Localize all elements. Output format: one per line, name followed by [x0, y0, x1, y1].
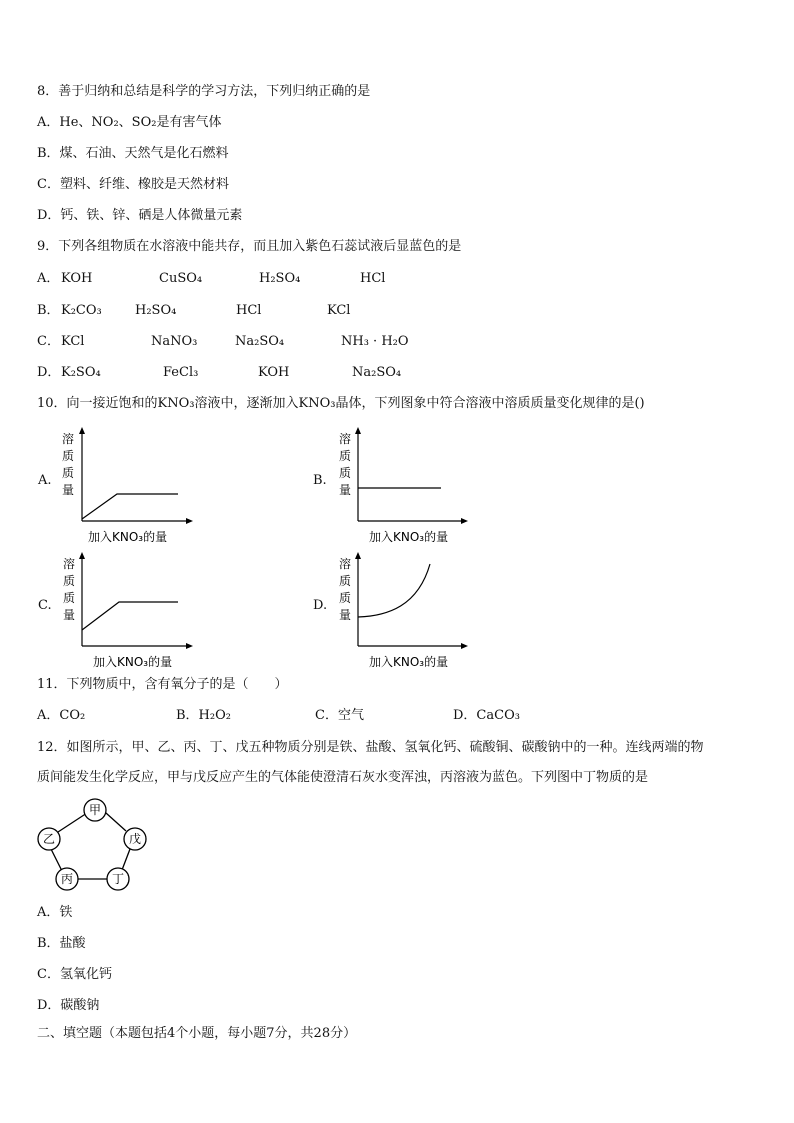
y-label-char: 质 — [63, 574, 76, 588]
y-label-char: 质 — [339, 449, 352, 463]
q12-option-c: C．氢氧化钙 — [37, 967, 112, 982]
q12-stem-line2: 质间能发生化学反应，甲与戊反应产生的气体能使澄清石灰水变浑浊，丙溶液为蓝色。下列图中丁物质的是 — [37, 770, 649, 785]
formula: Na₂SO₄ — [352, 365, 402, 380]
graph-a — [55, 425, 215, 550]
q9-row-a — [37, 271, 777, 287]
q8-option-d: D．钙、铁、锌、硒是人体微量元素 — [37, 208, 243, 223]
graph-d-letter: D. — [313, 598, 328, 613]
y-label-char: 量 — [339, 483, 352, 497]
y-label-char: 量 — [63, 608, 76, 622]
y-label-char: 溶 — [339, 557, 352, 571]
section-heading: 二、填空题（本题包括4个小题，每小题7分，共28分） — [37, 1026, 357, 1041]
formula: CuSO₄ — [159, 271, 203, 286]
formula: FeCl₃ — [163, 365, 199, 380]
node-label: 甲 — [88, 803, 102, 817]
curve — [358, 564, 430, 617]
formula: NaNO₃ — [151, 334, 198, 349]
formula: HCl — [360, 271, 386, 286]
node-label: 戊 — [128, 832, 142, 846]
x-label: 加入KNO₃的量 — [369, 655, 449, 669]
node-label: 丙 — [60, 872, 74, 886]
formula: NH₃ · H₂O — [341, 334, 409, 349]
q11-option-b: B．H₂O₂ — [176, 708, 231, 723]
q9-row-b — [37, 303, 777, 319]
node-label: 乙 — [42, 832, 56, 846]
y-label-char: 质 — [339, 466, 352, 480]
graph-d — [330, 550, 490, 675]
q12-option-b: B．盐酸 — [37, 936, 86, 951]
graph-b — [330, 425, 490, 550]
formula: H₂SO₄ — [259, 271, 301, 286]
q9-row-d — [37, 365, 777, 381]
q12-option-a: A．铁 — [37, 905, 73, 920]
q9-row-c — [37, 334, 777, 350]
option-letter: A． — [37, 271, 60, 286]
q11-option-a: A．CO₂ — [37, 708, 86, 723]
y-label-char: 溶 — [62, 432, 75, 446]
q8-option-c: C．塑料、纤维、橡胶是天然材料 — [37, 177, 229, 192]
x-label: 加入KNO₃的量 — [88, 530, 168, 544]
q9-stem: 9．下列各组物质在水溶液中能共存，而且加入紫色石蕊试液后显蓝色的是 — [37, 239, 462, 254]
q11-stem: 11．下列物质中，含有氧分子的是（ ） — [37, 677, 288, 692]
y-label-char: 溶 — [63, 557, 76, 571]
option-letter: B． — [37, 303, 60, 318]
q8-option-a: A．He、NO₂、SO₂是有害气体 — [37, 115, 222, 130]
option-letter: C． — [37, 334, 60, 349]
curve — [82, 494, 178, 519]
x-label: 加入KNO₃的量 — [369, 530, 449, 544]
formula: KOH — [61, 271, 93, 286]
formula: K₂SO₄ — [61, 365, 101, 380]
formula: KOH — [258, 365, 290, 380]
formula: KCl — [327, 303, 351, 318]
q11-option-d: D．CaCO₃ — [453, 708, 520, 723]
y-label-char: 质 — [339, 591, 352, 605]
graph-a-letter: A. — [38, 473, 52, 488]
curve — [82, 602, 178, 630]
q11-option-c: C．空气 — [315, 708, 364, 723]
q12-option-d: D．碳酸钠 — [37, 998, 100, 1013]
formula: H₂SO₄ — [135, 303, 177, 318]
formula: KCl — [61, 334, 85, 349]
y-label-char: 质 — [62, 466, 75, 480]
y-label-char: 质 — [339, 574, 352, 588]
pentagon-diagram — [30, 798, 160, 898]
q12-stem-line1: 12．如图所示，甲、乙、丙、丁、戊五种物质分别是铁、盐酸、氢氧化钙、硫酸铜、碳酸钠中的一种。连线两端的物 — [37, 740, 704, 755]
formula: Na₂SO₄ — [235, 334, 285, 349]
option-letter: D． — [37, 365, 61, 380]
graph-c-letter: C. — [38, 598, 52, 613]
formula: K₂CO₃ — [61, 303, 102, 318]
y-label-char: 质 — [62, 449, 75, 463]
q8-stem: 8．善于归纳和总结是科学的学习方法，下列归纳正确的是 — [37, 84, 371, 99]
graph-b-letter: B. — [313, 473, 327, 488]
y-label-char: 量 — [62, 483, 75, 497]
y-label-char: 溶 — [339, 432, 352, 446]
graph-c — [55, 550, 215, 675]
formula: HCl — [236, 303, 262, 318]
node-label: 丁 — [111, 872, 125, 886]
y-label-char: 质 — [63, 591, 76, 605]
y-label-char: 量 — [339, 608, 352, 622]
q10-stem: 10．向一接近饱和的KNO₃溶液中，逐渐加入KNO₃晶体，下列图象中符合溶液中溶质质量变化规律的是() — [37, 396, 645, 411]
q8-option-b: B．煤、石油、天然气是化石燃料 — [37, 146, 229, 161]
x-label: 加入KNO₃的量 — [93, 655, 173, 669]
